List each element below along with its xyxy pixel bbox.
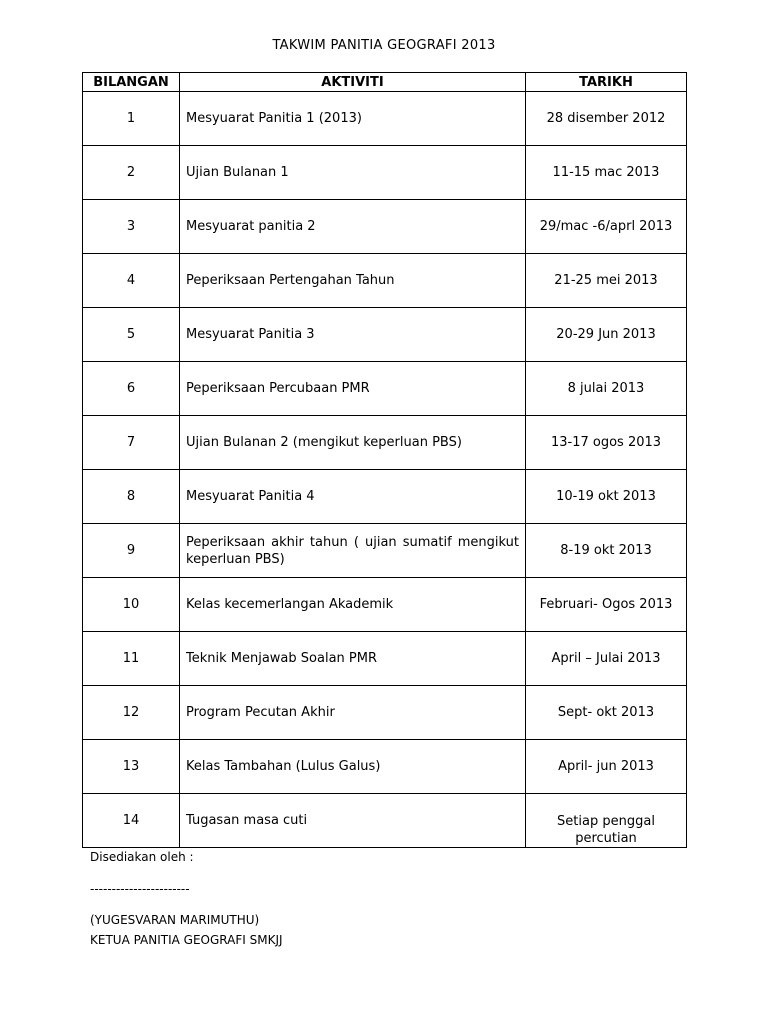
table-row <box>83 686 687 740</box>
row-number: 5 <box>83 308 180 362</box>
table-row <box>83 362 687 416</box>
row-number: 11 <box>83 632 180 686</box>
table-row <box>83 200 687 254</box>
row-date: Sept- okt 2013 <box>526 686 687 740</box>
signatory-name: (YUGESVARAN MARIMUTHU) <box>90 913 260 927</box>
row-activity: Ujian Bulanan 1 <box>180 146 526 200</box>
row-number: 10 <box>83 578 180 632</box>
row-number: 13 <box>83 740 180 794</box>
row-number: 14 <box>83 794 180 848</box>
header-aktiviti: AKTIVITI <box>180 73 526 92</box>
table-row <box>83 92 687 146</box>
table-row <box>83 632 687 686</box>
table-row <box>83 794 687 848</box>
row-date: April – Julai 2013 <box>526 632 687 686</box>
table-row <box>83 470 687 524</box>
table-row <box>83 146 687 200</box>
row-number: 4 <box>83 254 180 308</box>
row-date: Setiap penggal percutian <box>526 794 687 848</box>
table-row <box>83 524 687 578</box>
row-date: 28 disember 2012 <box>526 92 687 146</box>
row-date: 21-25 mei 2013 <box>526 254 687 308</box>
row-date: 11-15 mac 2013 <box>526 146 687 200</box>
row-date: 10-19 okt 2013 <box>526 470 687 524</box>
row-number: 1 <box>83 92 180 146</box>
row-activity: Peperiksaan Percubaan PMR <box>180 362 526 416</box>
row-date: 13-17 ogos 2013 <box>526 416 687 470</box>
header-tarikh: TARIKH <box>526 73 687 92</box>
row-date: April- jun 2013 <box>526 740 687 794</box>
row-activity: Tugasan masa cuti <box>180 794 526 848</box>
row-date: 20-29 Jun 2013 <box>526 308 687 362</box>
signatory-position: KETUA PANITIA GEOGRAFI SMKJJ <box>90 933 283 947</box>
row-activity: Mesyuarat Panitia 1 (2013) <box>180 92 526 146</box>
row-number: 8 <box>83 470 180 524</box>
row-activity: Ujian Bulanan 2 (mengikut keperluan PBS) <box>180 416 526 470</box>
table-row <box>83 740 687 794</box>
row-date: 8 julai 2013 <box>526 362 687 416</box>
row-number: 9 <box>83 524 180 578</box>
schedule-table <box>82 72 687 848</box>
row-number: 3 <box>83 200 180 254</box>
row-activity: Kelas kecemerlangan Akademik <box>180 578 526 632</box>
signature-line: ----------------------- <box>90 882 190 896</box>
row-number: 12 <box>83 686 180 740</box>
row-activity: Kelas Tambahan (Lulus Galus) <box>180 740 526 794</box>
prepared-by-label: Disediakan oleh : <box>90 850 194 864</box>
row-date: 29/mac -6/aprl 2013 <box>526 200 687 254</box>
document-title: TAKWIM PANITIA GEOGRAFI 2013 <box>272 38 496 53</box>
row-date: 8-19 okt 2013 <box>526 524 687 578</box>
row-activity: Mesyuarat Panitia 4 <box>180 470 526 524</box>
row-number: 2 <box>83 146 180 200</box>
row-date: Februari- Ogos 2013 <box>526 578 687 632</box>
row-activity: Teknik Menjawab Soalan PMR <box>180 632 526 686</box>
row-activity: Mesyuarat panitia 2 <box>180 200 526 254</box>
row-number: 6 <box>83 362 180 416</box>
row-activity: Program Pecutan Akhir <box>180 686 526 740</box>
table-header-row <box>83 73 687 92</box>
row-activity: Peperiksaan akhir tahun ( ujian sumatif mengikut keperluan PBS) <box>180 524 526 578</box>
row-activity: Mesyuarat Panitia 3 <box>180 308 526 362</box>
table-row <box>83 578 687 632</box>
row-activity: Peperiksaan Pertengahan Tahun <box>180 254 526 308</box>
table-row <box>83 308 687 362</box>
table-row <box>83 416 687 470</box>
row-number: 7 <box>83 416 180 470</box>
header-bilangan: BILANGAN <box>83 73 180 92</box>
table-row <box>83 254 687 308</box>
